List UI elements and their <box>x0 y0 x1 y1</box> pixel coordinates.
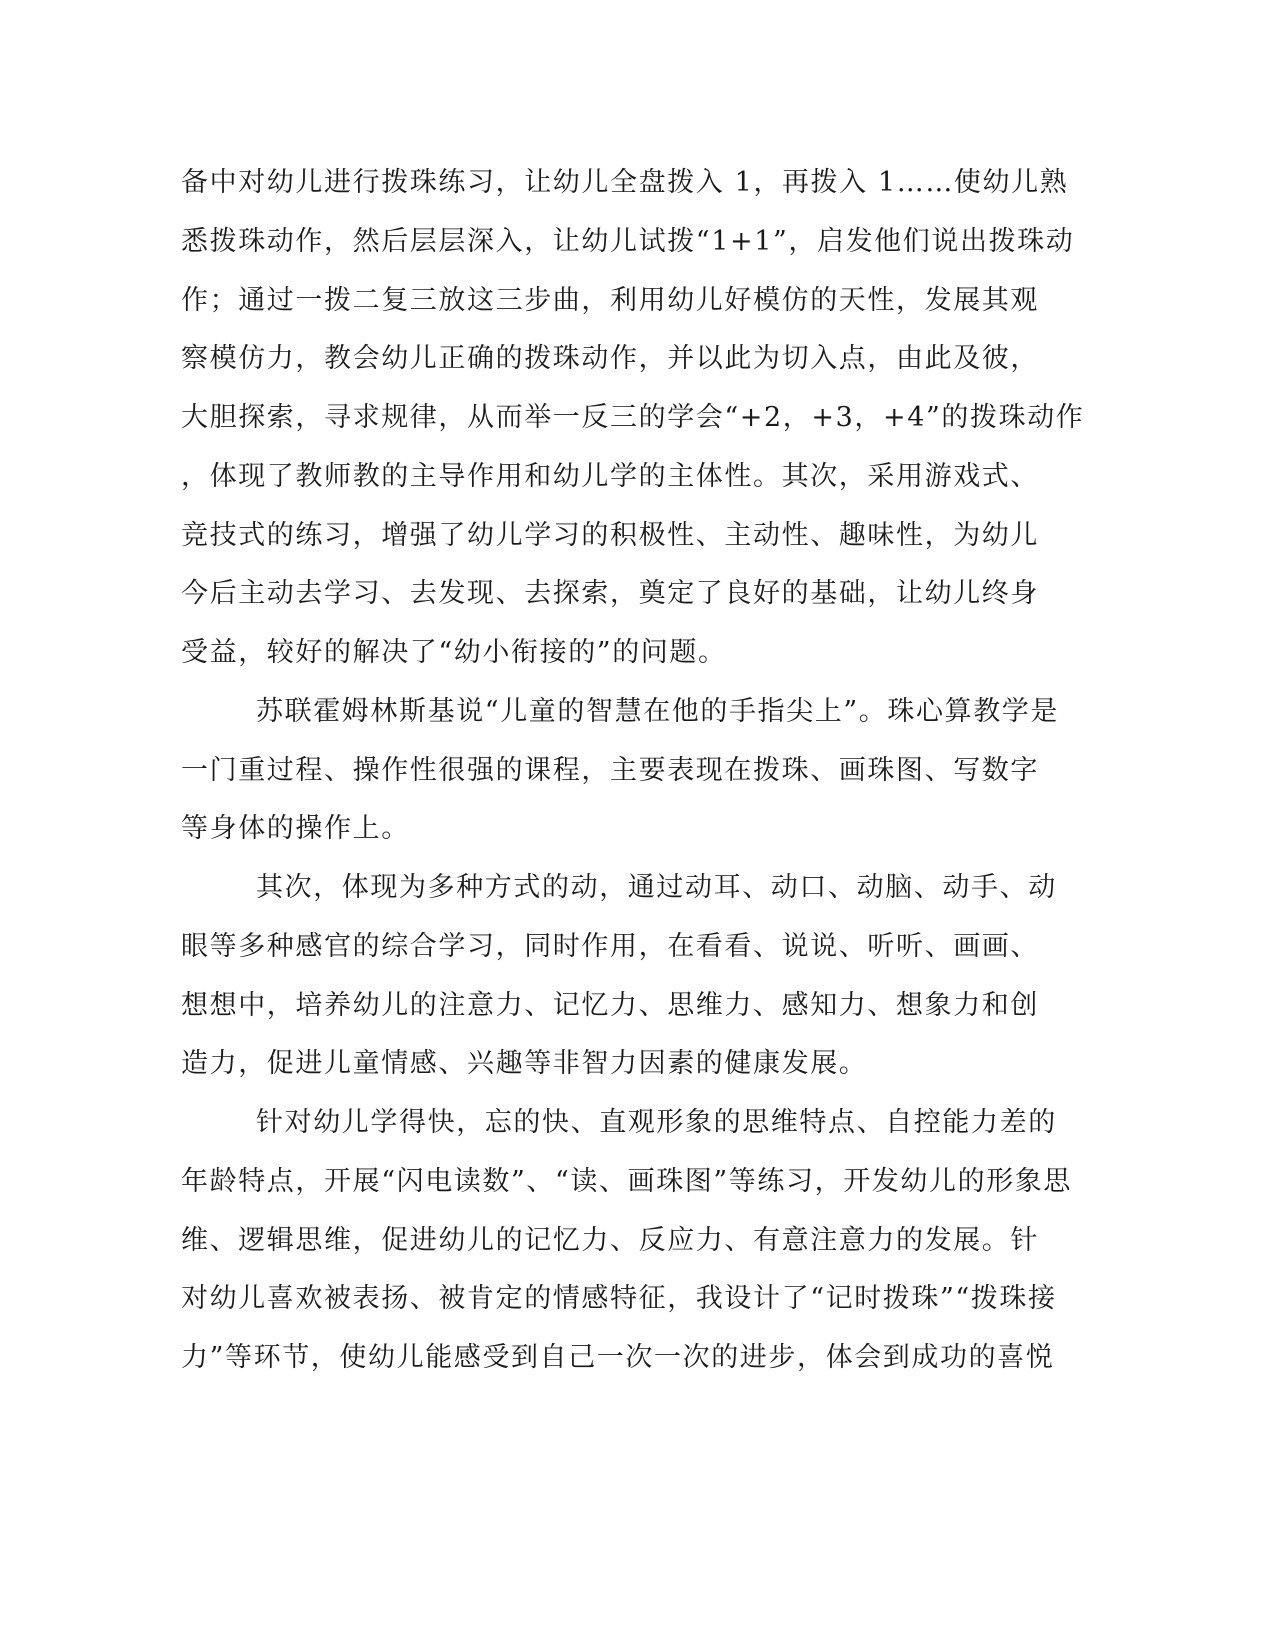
text-line: 年龄特点，开展“闪电读数”、“读、画珠图”等练习，开发幼儿的形象思 <box>181 1166 1073 1197</box>
paragraph-first-line: 苏联霍姆林斯基说“儿童的智慧在他的手指尖上”。珠心算教学是 <box>256 696 1060 727</box>
text-line: 想想中，培养幼儿的注意力、记忆力、思维力、感知力、想象力和创 <box>181 990 1039 1021</box>
text-line: 眼等多种感官的综合学习，同时作用，在看看、说说、听听、画画、 <box>181 931 1039 962</box>
text-line: 悉拨珠动作，然后层层深入，让幼儿试拨“1+1”，启发他们说出拨珠动 <box>181 226 1075 257</box>
paragraph-first-line: 针对幼儿学得快，忘的快、直观形象的思维特点、自控能力差的 <box>256 1107 1057 1138</box>
text-line: 今后主动去学习、去发现、去探索，奠定了良好的基础，让幼儿终身 <box>181 578 1039 609</box>
text-line: 竞技式的练习，增强了幼儿学习的积极性、主动性、趣味性，为幼儿 <box>181 520 1039 551</box>
text-line: 备中对幼儿进行拨珠练习，让幼儿全盘拨入 1，再拨入 1……使幼儿熟 <box>181 167 1069 198</box>
text-line: 一门重过程、操作性很强的课程，主要表现在拨珠、画珠图、写数字 <box>181 755 1039 786</box>
text-line: 大胆探索，寻求规律，从而举一反三的学会“+2，+3，+4”的拨珠动作 <box>181 402 1085 433</box>
text-line: 维、逻辑思维，促进幼儿的记忆力、反应力、有意注意力的发展。针 <box>181 1225 1039 1256</box>
text-line: 作；通过一拨二复三放这三步曲，利用幼儿好模仿的天性，发展其观 <box>181 285 1039 316</box>
text-line: ，体现了教师教的主导作用和幼儿学的主体性。其次，采用游戏式、 <box>181 461 1039 492</box>
text-line: 造力，促进儿童情感、兴趣等非智力因素的健康发展。 <box>181 1048 868 1079</box>
text-line: 受益，较好的解决了“幼小衔接的”的问题。 <box>181 637 727 668</box>
text-line: 对幼儿喜欢被表扬、被肯定的情感特征，我设计了“记时拨珠”“拨珠接 <box>181 1283 1057 1314</box>
text-line: 力”等环节，使幼儿能感受到自己一次一次的进步，体会到成功的喜悦 <box>181 1342 1055 1373</box>
text-line: 察模仿力，教会幼儿正确的拨珠动作，并以此为切入点，由此及彼， <box>181 343 1039 374</box>
paragraph-first-line: 其次，体现为多种方式的动，通过动耳、动口、动脑、动手、动 <box>256 872 1057 903</box>
text-line: 等身体的操作上。 <box>181 813 410 844</box>
